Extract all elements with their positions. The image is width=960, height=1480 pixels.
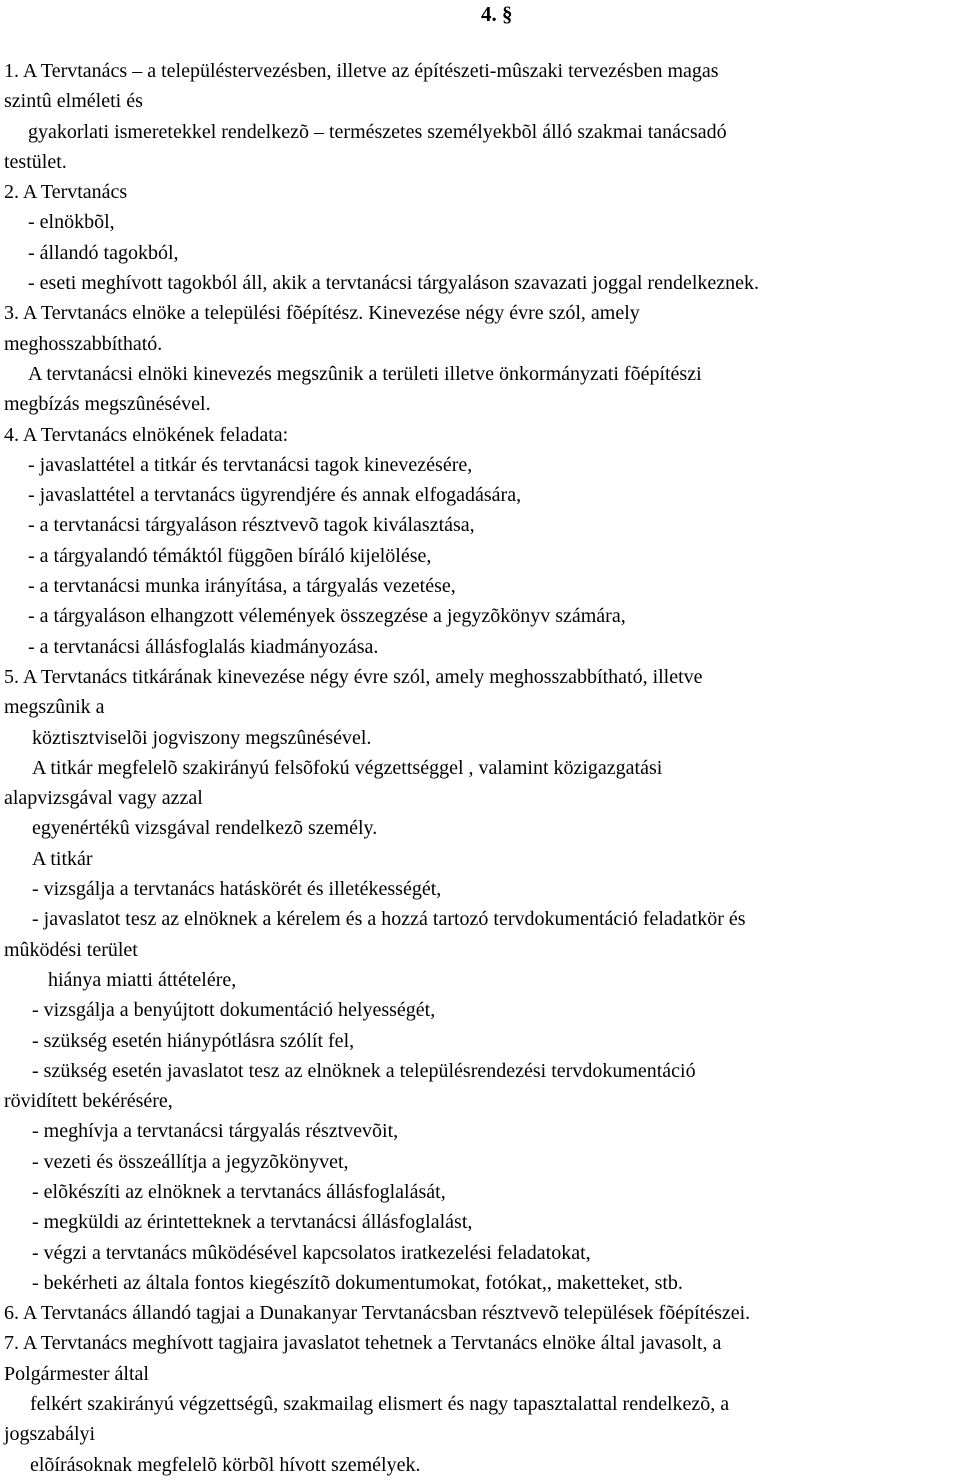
paragraph-line: elõírásoknak megfelelõ körbõl hívott személyek. [30, 1453, 421, 1476]
paragraph-line: hiánya miatti áttételére, [48, 968, 237, 991]
paragraph-line: A titkár megfelelõ szakirányú felsõfokú végzettséggel , valamint közigazgatási [32, 756, 663, 779]
paragraph-line: egyenértékû vizsgával rendelkezõ személy. [32, 817, 378, 840]
list-item: - megküldi az érintetteknek a tervtanácsi állásfoglalást, [32, 1211, 473, 1234]
paragraph-line: meghosszabbítható. [4, 332, 163, 355]
list-item: - a tárgyaláson elhangzott vélemények összegzése a jegyzõkönyv számára, [28, 605, 626, 628]
list-item: - szükség esetén javaslatot tesz az elnöknek a településrendezési tervdokumentáció [32, 1059, 696, 1082]
paragraph-line: A titkár [32, 847, 93, 870]
paragraph-line: megbízás megszûnésével. [4, 393, 211, 416]
list-item: - a tervtanácsi állásfoglalás kiadmányozása. [28, 635, 379, 658]
paragraph-line: Polgármester által [4, 1362, 149, 1385]
list-item: - a tervtanácsi tárgyaláson résztvevõ tagok kiválasztása, [28, 514, 475, 537]
list-item: - vizsgálja a tervtanács hatáskörét és illetékességét, [32, 878, 442, 901]
paragraph-line: szintû elméleti és [4, 90, 143, 113]
paragraph-line: A tervtanácsi elnöki kinevezés megszûnik a területi illetve önkormányzati fõépítészi [28, 362, 702, 385]
paragraph-line: rövidített bekérésére, [4, 1090, 173, 1113]
paragraph-line: 5. A Tervtanács titkárának kinevezése négy évre szól, amely meghosszabbítható, illetve [4, 665, 703, 688]
list-item: - bekérheti az általa fontos kiegészítõ dokumentumokat, fotókat,, maketteket, stb. [32, 1271, 683, 1294]
paragraph-line: 2. A Tervtanács [4, 181, 128, 204]
paragraph-line: jogszabályi [4, 1423, 96, 1446]
list-item: - a tervtanácsi munka irányítása, a tárgyalás vezetése, [28, 575, 456, 598]
list-item: - javaslattétel a titkár és tervtanácsi tagok kinevezésére, [28, 453, 473, 476]
paragraph-line: mûködési terület [4, 938, 138, 961]
list-item: - vizsgálja a benyújtott dokumentáció helyességét, [32, 999, 436, 1022]
section-heading: 4. § [481, 2, 513, 26]
list-item: - állandó tagokból, [28, 241, 179, 264]
paragraph-line: 6. A Tervtanács állandó tagjai a Dunakanyar Tervtanácsban résztvevõ települések fõépítészei. [4, 1302, 751, 1325]
list-item: - vezeti és összeállítja a jegyzõkönyvet, [32, 1150, 349, 1173]
paragraph-line: alapvizsgával vagy azzal [4, 787, 203, 810]
list-item: - javaslatot tesz az elnöknek a kérelem és a hozzá tartozó tervdokumentáció feladatkör és [32, 908, 746, 931]
document-body [4, 56, 960, 1480]
list-item: - a tárgyalandó témáktól függõen bíráló kijelölése, [28, 544, 432, 567]
list-item: - végzi a tervtanács mûködésével kapcsolatos iratkezelési feladatokat, [32, 1241, 591, 1264]
paragraph-line: 4. A Tervtanács elnökének feladata: [4, 423, 289, 446]
paragraph-line: felkért szakirányú végzettségû, szakmailag elismert és nagy tapasztalattal rendelkezõ, a [30, 1393, 730, 1416]
paragraph-line: köztisztviselõi jogviszony megszûnésével. [32, 726, 372, 749]
paragraph-line: 1. A Tervtanács – a településtervezésben, illetve az építészeti-mûszaki tervezésben magas [4, 60, 719, 82]
paragraph-line: megszûnik a [4, 696, 105, 719]
list-item: - szükség esetén hiánypótlásra szólít fel, [32, 1029, 355, 1052]
paragraph-line: 3. A Tervtanács elnöke a települési fõépítész. Kinevezése négy évre szól, amely [4, 302, 640, 325]
paragraph-line: gyakorlati ismeretekkel rendelkezõ – természetes személyekbõl álló szakmai tanácsadó [28, 120, 727, 143]
paragraph-line: testület. [4, 150, 67, 173]
paragraph-line: 7. A Tervtanács meghívott tagjaira javaslatot tehetnek a Tervtanács elnöke által javasolt, a [4, 1332, 722, 1355]
list-item: - meghívja a tervtanácsi tárgyalás résztvevõit, [32, 1120, 399, 1143]
list-item: - elõkészíti az elnöknek a tervtanács állásfoglalását, [32, 1180, 446, 1203]
list-item: - javaslattétel a tervtanács ügyrendjére és annak elfogadására, [28, 484, 522, 507]
list-item: - elnökbõl, [28, 211, 115, 234]
list-item: - eseti meghívott tagokból áll, akik a tervtanácsi tárgyaláson szavazati joggal rendelkeznek. [28, 272, 760, 295]
